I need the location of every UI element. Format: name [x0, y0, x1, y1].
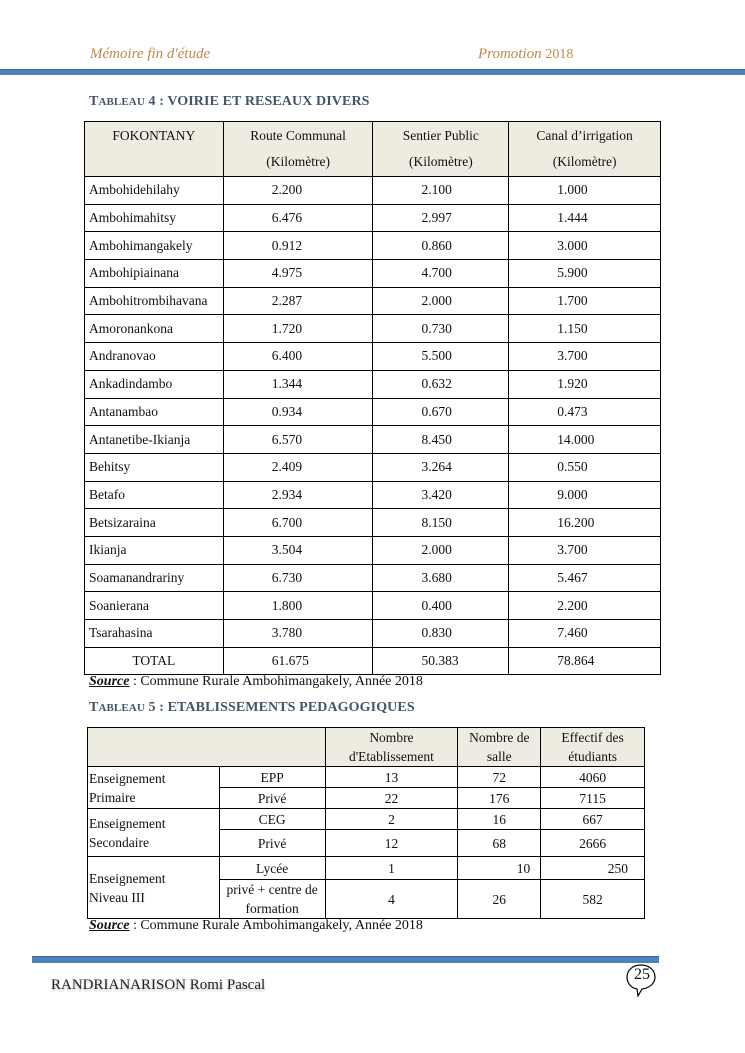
cell-route: 6.570	[223, 426, 373, 454]
cell-route: 0.934	[223, 398, 373, 426]
cell-route: 2.200	[223, 177, 373, 205]
cell-fokontany: Ankadindambo	[85, 370, 224, 398]
cell-canal: 7.460	[509, 620, 661, 648]
cell-type: Lycée	[219, 857, 325, 880]
cell-effectif: 582	[541, 880, 645, 919]
column-header-fokontany: FOKONTANY	[85, 122, 224, 177]
cell-sentier: 8.450	[373, 426, 509, 454]
cell-canal: 3.700	[509, 343, 661, 371]
cell-route: 6.730	[223, 564, 373, 592]
cell-fokontany: Amoronankona	[85, 315, 224, 343]
cell-canal: 1.150	[509, 315, 661, 343]
cell-salles: 16	[458, 809, 541, 830]
cell-type: EPP	[219, 767, 325, 788]
caption-title: : VOIRIE ET RESEAUX DIVERS	[159, 94, 370, 109]
cell-total-label: TOTAL	[85, 647, 224, 675]
table-row	[85, 177, 661, 205]
column-header-effectif-etudiants: Effectif des étudiants	[541, 728, 645, 767]
cell-etablissements: 13	[325, 767, 458, 788]
cell-total-canal: 78.864	[509, 647, 661, 675]
cell-route: 3.780	[223, 620, 373, 648]
cell-fokontany: Ambohipiainana	[85, 260, 224, 288]
table-row	[85, 260, 661, 288]
cell-fokontany: Antanambao	[85, 398, 224, 426]
cell-sentier: 0.400	[373, 592, 509, 620]
table-row	[85, 426, 661, 454]
cell-fokontany: Betafo	[85, 481, 224, 509]
cell-canal: 1.444	[509, 204, 661, 232]
header-rule	[0, 69, 745, 75]
group-label-niveau-iii: Enseignement Niveau III	[88, 857, 220, 919]
cell-total-sentier: 50.383	[373, 647, 509, 675]
table-row	[85, 481, 661, 509]
table-row	[85, 343, 661, 371]
table-voirie-reseaux	[84, 121, 661, 675]
cell-canal: 0.550	[509, 453, 661, 481]
table-row	[88, 767, 645, 788]
caption-prefix: T	[89, 94, 99, 109]
cell-etablissements: 2	[325, 809, 458, 830]
table-row	[85, 536, 661, 564]
cell-effectif: 2666	[541, 830, 645, 857]
column-header-empty	[88, 728, 326, 767]
cell-route: 2.934	[223, 481, 373, 509]
cell-etablissements: 4	[325, 880, 458, 919]
cell-route: 2.409	[223, 453, 373, 481]
cell-effectif: 250	[541, 857, 645, 880]
cell-canal: 5.900	[509, 260, 661, 288]
group-label-secondaire: Enseignement Secondaire	[88, 809, 220, 857]
cell-effectif: 4060	[541, 767, 645, 788]
caption-number: 5	[148, 700, 156, 715]
caption-number: 4	[148, 94, 156, 109]
header-promotion-word: Promotion	[478, 46, 542, 62]
source-text: : Commune Rurale Ambohimangakely, Année 2018	[129, 918, 423, 933]
footer-author: RANDRIANARISON Romi Pascal	[51, 977, 266, 993]
cell-fokontany: Ambohidehilahy	[85, 177, 224, 205]
cell-type: Privé	[219, 788, 325, 809]
cell-fokontany: Andranovao	[85, 343, 224, 371]
cell-sentier: 8.150	[373, 509, 509, 537]
table5-caption	[89, 700, 415, 716]
cell-fokontany: Ikianja	[85, 536, 224, 564]
cell-canal: 5.467	[509, 564, 661, 592]
cell-salles: 72	[458, 767, 541, 788]
cell-fokontany: Ambohimahitsy	[85, 204, 224, 232]
cell-sentier: 2.997	[373, 204, 509, 232]
table4-source	[89, 674, 423, 690]
cell-sentier: 2.000	[373, 536, 509, 564]
header-promotion-year: 2018	[545, 47, 574, 62]
cell-fokontany: Soanierana	[85, 592, 224, 620]
table-row	[85, 398, 661, 426]
table-total-row	[85, 647, 661, 675]
header-document-title: Mémoire fin d'étude	[90, 46, 211, 62]
cell-salles: 68	[458, 830, 541, 857]
caption-prefix: T	[89, 700, 99, 715]
cell-fokontany: Tsarahasina	[85, 620, 224, 648]
page-number: 25	[634, 966, 650, 983]
cell-sentier: 0.860	[373, 232, 509, 260]
column-header-canal-irrigation: Canal d’irrigation (Kilomètre)	[509, 122, 661, 177]
cell-canal: 0.473	[509, 398, 661, 426]
column-header-nombre-salle: Nombre de salle	[458, 728, 541, 767]
cell-sentier: 0.830	[373, 620, 509, 648]
cell-canal: 2.200	[509, 592, 661, 620]
caption-prefix-smallcaps: ABLEAU	[98, 702, 145, 714]
cell-type: Privé	[219, 830, 325, 857]
cell-canal: 9.000	[509, 481, 661, 509]
source-label: Source	[89, 674, 130, 689]
caption-title: : ETABLISSEMENTS PEDAGOGIQUES	[159, 700, 415, 715]
cell-etablissements: 12	[325, 830, 458, 857]
table-row	[85, 620, 661, 648]
table-row	[85, 232, 661, 260]
table-header-row	[88, 728, 645, 767]
cell-fokontany: Betsizaraina	[85, 509, 224, 537]
cell-sentier: 3.264	[373, 453, 509, 481]
table-row	[85, 315, 661, 343]
cell-route: 2.287	[223, 287, 373, 315]
table-header-row	[85, 122, 661, 177]
column-header-route-communal: Route Communal (Kilomètre)	[223, 122, 373, 177]
cell-fokontany: Ambohitrombihavana	[85, 287, 224, 315]
table-row	[85, 509, 661, 537]
cell-canal: 3.700	[509, 536, 661, 564]
cell-sentier: 5.500	[373, 343, 509, 371]
cell-sentier: 2.100	[373, 177, 509, 205]
cell-canal: 14.000	[509, 426, 661, 454]
cell-canal: 1.000	[509, 177, 661, 205]
cell-sentier: 0.632	[373, 370, 509, 398]
cell-route: 3.504	[223, 536, 373, 564]
cell-salles: 26	[458, 880, 541, 919]
cell-fokontany: Antanetibe-Ikianja	[85, 426, 224, 454]
cell-salles: 176	[458, 788, 541, 809]
table5-source	[89, 918, 423, 934]
cell-sentier: 0.670	[373, 398, 509, 426]
cell-fokontany: Behitsy	[85, 453, 224, 481]
cell-canal: 1.700	[509, 287, 661, 315]
cell-effectif: 667	[541, 809, 645, 830]
table-row	[85, 453, 661, 481]
column-header-sentier-public: Sentier Public (Kilomètre)	[373, 122, 509, 177]
cell-fokontany: Soamanandrariny	[85, 564, 224, 592]
cell-route: 1.800	[223, 592, 373, 620]
table-row	[85, 564, 661, 592]
cell-type: CEG	[219, 809, 325, 830]
cell-route: 6.476	[223, 204, 373, 232]
table-etablissements	[87, 727, 645, 919]
cell-route: 1.344	[223, 370, 373, 398]
cell-etablissements: 1	[325, 857, 458, 880]
cell-fokontany: Ambohimangakely	[85, 232, 224, 260]
table-row	[85, 592, 661, 620]
header-promotion	[478, 46, 573, 63]
cell-type: privé + centre de formation	[219, 880, 325, 919]
cell-sentier: 4.700	[373, 260, 509, 288]
table-row	[88, 809, 645, 830]
group-label-primaire: Enseignement Primaire	[88, 767, 220, 809]
cell-salles: 10	[458, 857, 541, 880]
table4-caption	[89, 94, 370, 110]
cell-sentier: 0.730	[373, 315, 509, 343]
table-row	[85, 204, 661, 232]
cell-canal: 16.200	[509, 509, 661, 537]
cell-total-route: 61.675	[223, 647, 373, 675]
caption-prefix-smallcaps: ABLEAU	[98, 96, 145, 108]
source-label: Source	[89, 918, 130, 933]
table-row	[85, 287, 661, 315]
source-text: : Commune Rurale Ambohimangakely, Année 2018	[129, 674, 423, 689]
cell-route: 6.400	[223, 343, 373, 371]
cell-route: 6.700	[223, 509, 373, 537]
cell-sentier: 3.420	[373, 481, 509, 509]
cell-canal: 1.920	[509, 370, 661, 398]
cell-route: 4.975	[223, 260, 373, 288]
cell-sentier: 2.000	[373, 287, 509, 315]
cell-route: 1.720	[223, 315, 373, 343]
table-row	[85, 370, 661, 398]
cell-sentier: 3.680	[373, 564, 509, 592]
cell-canal: 3.000	[509, 232, 661, 260]
footer-rule	[32, 956, 659, 963]
table-row	[88, 857, 645, 880]
column-header-nombre-etablissement: Nombre d'Etablissement	[325, 728, 458, 767]
cell-effectif: 7115	[541, 788, 645, 809]
cell-route: 0.912	[223, 232, 373, 260]
cell-etablissements: 22	[325, 788, 458, 809]
